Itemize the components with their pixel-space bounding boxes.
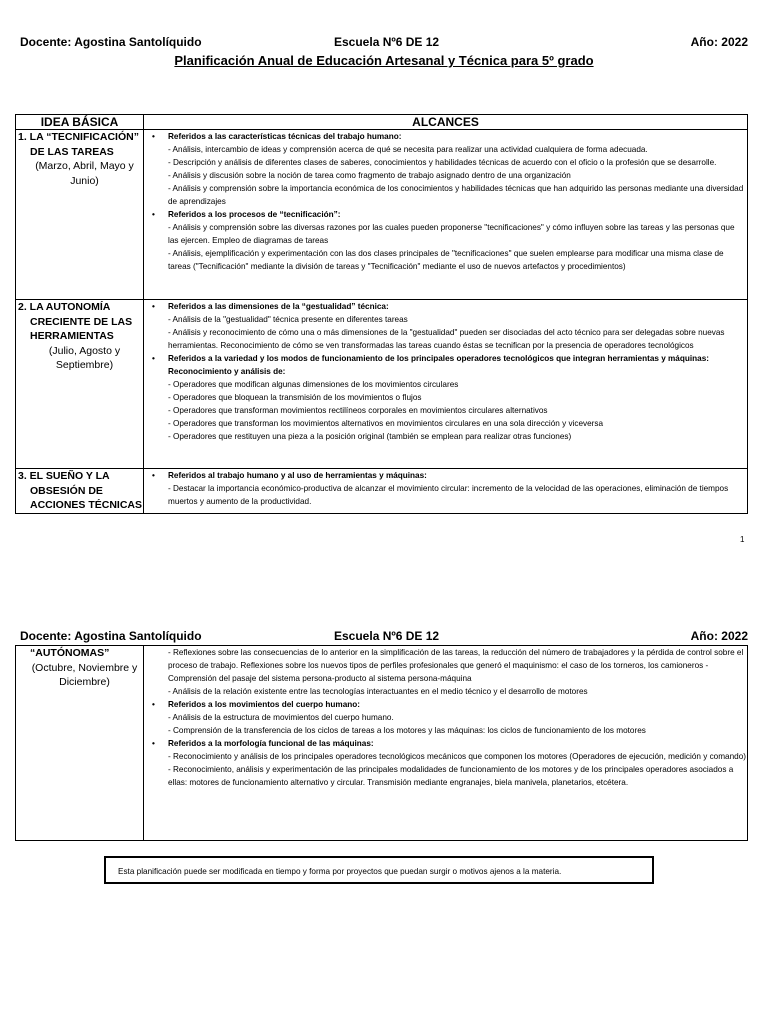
school-year: Año: 2022 (690, 35, 748, 49)
alcances-cell (144, 130, 748, 300)
alcance-heading: • Referidos a las características técnicas del trabajo humano: (144, 130, 747, 143)
idea-cell (16, 130, 144, 300)
idea-cell (16, 300, 144, 469)
teacher-name: Docente: Agostina Santolíquido (20, 35, 202, 49)
table-row (16, 469, 748, 514)
alcance-heading: • Referidos a la variedad y los modos de funcionamiento de los principales operadores tecnológicos que integran herramientas y máquinas: (144, 352, 747, 365)
alcance-item: - Operadores que restituyen una pieza a la posición original (también se emplean para realizar otras funciones) (168, 432, 572, 441)
idea-period: (Marzo, Abril, Mayo y Junio) (35, 160, 134, 187)
document-title: Planificación Anual de Educación Artesanal y Técnica para 5º grado (174, 53, 594, 68)
alcance-item: - Análisis, ejemplificación y experimentación con las dos clases principales de "tecnificaciones" que suelen emplearse para modificar una misma clase de tareas ("Tecnificación" mediante la división de tareas y "Tecnificación" mediante el uso de nuevos artefactos y procedimientos) (168, 249, 724, 271)
school-name: Escuela Nº6 DE 12 (334, 35, 440, 49)
alcances-cell (144, 300, 748, 469)
alcance-item: - Descripción y análisis de diferentes clases de saberes, conocimientos y habilidades técnicas de acuerdo con el oficio o la profesión que se desarrolle. (168, 158, 717, 167)
alcance-item: - Análisis y discusión sobre la noción de tarea como fragmento de trabajo asignado dentro de una organización (168, 171, 571, 180)
idea-cell (16, 646, 144, 841)
alcance-item: - Comprensión de la transferencia de los ciclos de tareas a los motores y las máquinas: los ciclos de funcionamiento de los motores (168, 726, 646, 735)
table-row (16, 646, 748, 841)
alcance-item: - Operadores que bloquean la transmisión de los movimientos o flujos (168, 393, 422, 402)
idea-cell (16, 469, 144, 514)
idea-period: (Julio, Agosto y Septiembre) (48, 344, 121, 371)
planning-table-continued (15, 645, 748, 841)
alcance-item: - Operadores que transforman movimientos rectilíneos corporales en movimientos circulares alternativos (168, 406, 548, 415)
alcance-item: - Análisis de la relación existente entre las tecnologías interactuantes en el medio técnico y el desarrollo de motores (168, 687, 588, 696)
alcance-heading: • Referidos a los movimientos del cuerpo humano: (144, 698, 747, 711)
alcance-item: - Análisis de la "gestualidad" técnica presente en diferentes tareas (168, 315, 408, 324)
page-break (0, 555, 768, 623)
alcance-item: - Reflexiones sobre las consecuencias de lo anterior en la simplificación de las tareas, la reducción del número de trabajadores y la pérdida de control sobre el proceso de trabajo. Reflexiones sobre los nuevos tipos de perfiles profesionales que generó el maquinismo: el caso de los torneros, los camioneros - Comprensión del pasaje del sistema persona-producto al sistema persona-máquina (168, 648, 744, 683)
alcance-item: - Reconocimiento, análisis y experimentación de las principales modalidades de funcionamiento de los motores y de los principales operadores asociados a ellas: motores de funcionamiento alternativo y circular. Transmisión mediante engranajes, biela manivela, planetarios, etcétera. (168, 765, 734, 787)
alcance-item: - Análisis y comprensión sobre las diversas razones por las cuales pueden proponerse "tecnificaciones" y cómo influyen sobre las tareas y las personas que las ejercen. Empleo de diagramas de tareas (168, 223, 735, 245)
alcance-item: - Análisis, intercambio de ideas y comprensión acerca de qué se necesita para realizar una actividad cualquiera de forma adecuada. (168, 145, 648, 154)
alcance-item: - Operadores que transforman los movimientos alternativos en movimientos circulares en una sola dirección y viceversa (168, 419, 604, 428)
modification-note: Esta planificación puede ser modificada en tiempo y forma por proyectos que puedan surgir o motivos ajenos a la materia. (104, 856, 654, 884)
idea-name: 2. LA AUTONOMÍA CRECIENTE DE LAS HERRAMIENTAS (18, 301, 133, 342)
table-header-row (16, 115, 748, 130)
alcance-heading: • Referidos a las dimensiones de la “gestualidad” técnica: (144, 300, 747, 313)
alcance-item: - Análisis y reconocimiento de cómo una o más dimensiones de la "gestualidad" pueden ser disociadas del acto técnico para ser delegadas sobre nuevas herramientas. Reconocimiento de cómo se ven transformadas las tareas cuando éstas se tecnifican por la presencia de operadores tecnológicos (168, 328, 725, 350)
alcance-item: - Destacar la importancia económico-productiva de alcanzar el movimiento circular: incremento de la velocidad de las operaciones, eliminación de tiempos muertos y aumento de la productividad. (168, 484, 729, 506)
school-name: Escuela Nº6 DE 12 (334, 629, 440, 643)
table-row (16, 300, 748, 469)
page-header (18, 629, 748, 645)
header-idea-basica: IDEA BÁSICA (16, 115, 144, 130)
alcance-item: - Operadores que modifican algunas dimensiones de los movimientos circulares (168, 380, 459, 389)
teacher-name: Docente: Agostina Santolíquido (20, 629, 202, 643)
alcances-cell (144, 646, 748, 841)
school-year: Año: 2022 (690, 629, 748, 643)
idea-name: 3. EL SUEÑO Y LA OBSESIÓN DE ACCIONES TÉCNICAS (18, 470, 143, 511)
page-header (18, 35, 748, 51)
alcances-cell (144, 469, 748, 514)
alcance-item: - Reconocimiento y análisis de los principales operadores tecnológicos mecánicos que componen los motores (Operadores de ejecución, medición y comando) (168, 752, 746, 761)
alcance-heading: • Referidos al trabajo humano y al uso de herramientas y máquinas: (144, 469, 747, 482)
page-number: 1 (740, 535, 745, 544)
header-alcances: ALCANCES (144, 115, 748, 130)
alcance-item: - Análisis de la estructura de movimientos del cuerpo humano. (168, 713, 394, 722)
alcance-item: - Análisis y comprensión sobre la importancia económica de los conocimientos y habilidades técnicas que han adquirido las personas mediante una diversidad de aprendizajes (168, 184, 744, 206)
alcance-heading: • Referidos a los procesos de “tecnificación”: (144, 208, 747, 221)
idea-name: 1. LA “TECNIFICACIÓN” DE LAS TAREAS (18, 131, 139, 158)
table-row (16, 130, 748, 300)
alcance-heading: • Referidos a la morfología funcional de las máquinas: (144, 737, 747, 750)
idea-name: “AUTÓNOMAS” (30, 647, 110, 659)
alcance-subheading: Reconocimiento y análisis de: (168, 367, 286, 376)
idea-period: (Octubre, Noviembre y Diciembre) (31, 661, 138, 688)
planning-table (15, 114, 748, 514)
